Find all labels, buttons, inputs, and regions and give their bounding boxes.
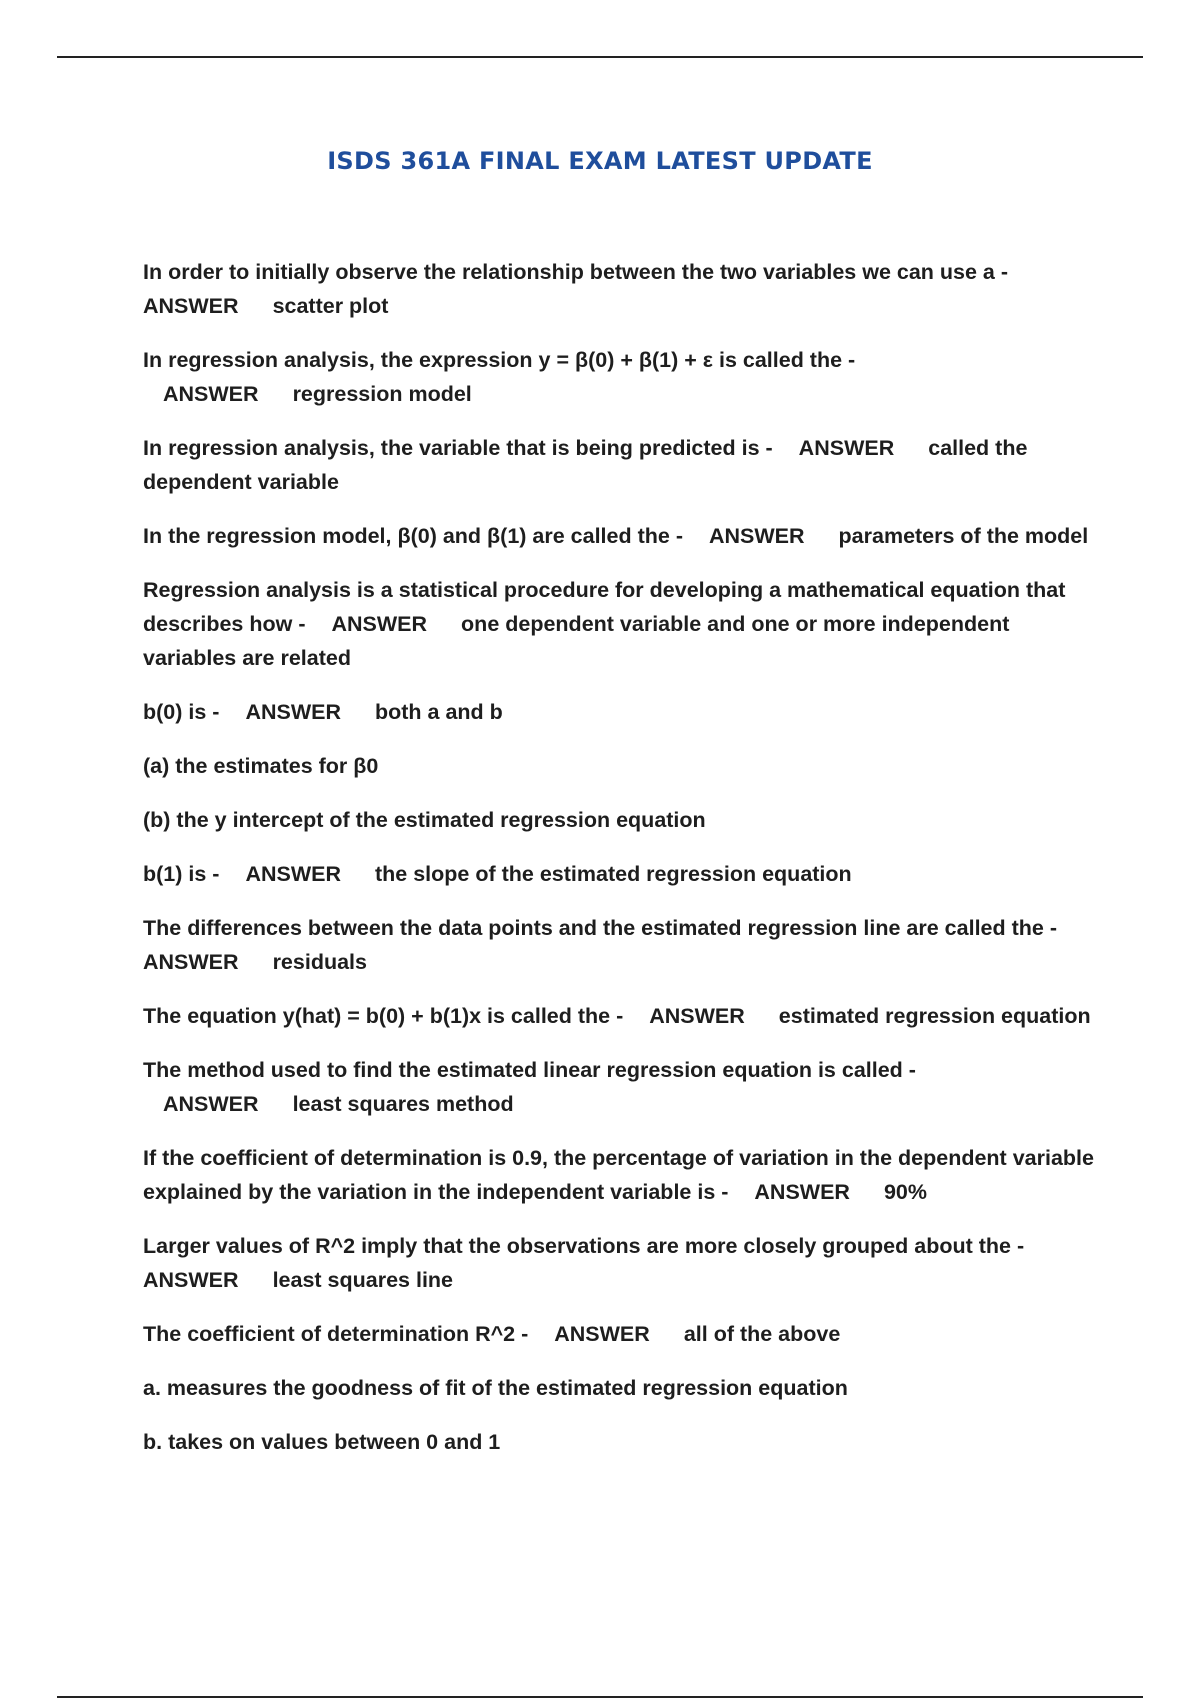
answer-text: residuals: [272, 950, 367, 974]
answer-text: both a and b: [375, 700, 503, 724]
qa-item: [143, 1141, 1103, 1209]
qa-item: [143, 695, 1103, 729]
answer-label: ANSWER: [708, 524, 805, 548]
answer-label: ANSWER: [143, 950, 239, 974]
answer-label: ANSWER: [331, 612, 428, 636]
answer-text: 90%: [883, 1180, 928, 1204]
header-rule: [57, 56, 1143, 58]
answer-label: ANSWER: [143, 1268, 239, 1292]
answer-label: ANSWER: [163, 1092, 259, 1116]
qa-item: [143, 255, 1103, 323]
option-line: b. takes on values between 0 and 1: [143, 1430, 501, 1454]
answer-label: ANSWER: [245, 700, 341, 724]
answer-label: ANSWER: [163, 382, 259, 406]
answer-text: least squares line: [272, 1268, 454, 1292]
answer-label: ANSWER: [754, 1180, 850, 1204]
answer-text: scatter plot: [272, 294, 389, 318]
answer-label: ANSWER: [798, 436, 895, 460]
question-text: b(1) is -: [143, 862, 220, 886]
footer-rule: [57, 1696, 1143, 1698]
question-text: The coefficient of determination R^2 -: [143, 1322, 529, 1346]
question-text: b(0) is -: [143, 700, 220, 724]
answer-text: one dependent variable and one or more independent variables are related: [143, 612, 1010, 670]
qa-item: [143, 999, 1103, 1033]
question-text: If the coefficient of determination is 0.9, the percentage of variation in the dependent variable explained by the variation in the independent variable is -: [143, 1146, 1094, 1204]
question-text: The differences between the data points and the estimated regression line are called the -: [143, 916, 1057, 940]
question-text: In regression analysis, the variable that is being predicted is -: [143, 436, 773, 460]
answer-label: ANSWER: [649, 1004, 745, 1028]
question-text: In the regression model, β(0) and β(1) are called the -: [143, 524, 683, 548]
question-text: Larger values of R^2 imply that the observations are more closely grouped about the -: [143, 1234, 1025, 1258]
answer-text: least squares method: [292, 1092, 514, 1116]
answer-label: ANSWER: [143, 294, 239, 318]
qa-item: [143, 1317, 1103, 1351]
answer-text: parameters of the model: [838, 524, 1089, 548]
qa-item: [143, 573, 1103, 675]
qa-item: [143, 911, 1103, 979]
answer-text: regression model: [292, 382, 472, 406]
question-text: In regression analysis, the expression y = β(0) + β(1) + ε is called the -: [143, 348, 856, 372]
question-text: In order to initially observe the relationship between the two variables we can use a -: [143, 260, 1009, 284]
answer-text: called the dependent variable: [143, 436, 1028, 494]
question-text: Regression analysis is a statistical procedure for developing a mathematical equation that describes how -: [143, 578, 1066, 636]
answer-text: all of the above: [683, 1322, 841, 1346]
qa-item: [143, 857, 1103, 891]
qa-item: [143, 431, 1103, 499]
question-text: The equation y(hat) = b(0) + b(1)x is called the -: [143, 1004, 624, 1028]
answer-label: ANSWER: [554, 1322, 650, 1346]
qa-item: [143, 519, 1103, 553]
document-title: ISDS 361A FINAL EXAM LATEST UPDATE: [327, 147, 873, 175]
qa-item: [143, 343, 1103, 411]
answer-text: the slope of the estimated regression equation: [375, 862, 852, 886]
document-body: [143, 255, 1103, 1479]
option-line: (a) the estimates for β0: [143, 754, 379, 778]
answer-text: estimated regression equation: [778, 1004, 1091, 1028]
question-text: The method used to find the estimated linear regression equation is called -: [143, 1058, 916, 1082]
answer-label: ANSWER: [245, 862, 341, 886]
option-line: a. measures the goodness of fit of the estimated regression equation: [143, 1376, 848, 1400]
qa-item: [143, 1229, 1103, 1297]
option-line: (b) the y intercept of the estimated regression equation: [143, 808, 706, 832]
qa-item: [143, 1053, 1103, 1121]
